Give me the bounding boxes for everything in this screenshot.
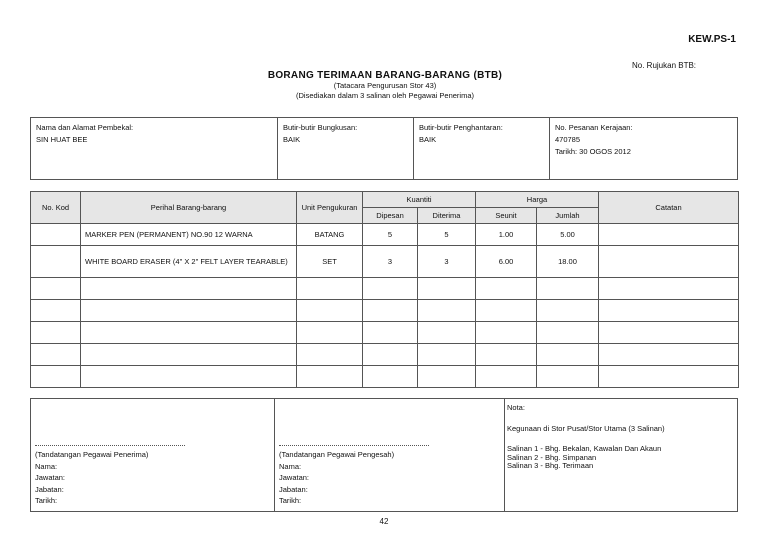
- header-dipesan: Dipesan: [363, 208, 418, 224]
- receiver-jabatan-label: Jabatan:: [35, 484, 64, 494]
- order-date: Tarikh: 30 OGOS 2012: [555, 147, 631, 156]
- verifier-signature-line: [279, 445, 429, 446]
- table-row: [31, 224, 739, 246]
- order-label: No. Pesanan Kerajaan:: [555, 123, 633, 132]
- verifier-signature-cell: [275, 399, 505, 511]
- rujukan-label: No. Rujukan BTB:: [632, 61, 697, 70]
- header-unit: Unit Pengukuran: [297, 192, 363, 224]
- cell-seunit: 1.00: [476, 224, 537, 246]
- cell-dipesan: 3: [363, 246, 418, 278]
- receiver-nama-label: Nama:: [35, 461, 58, 471]
- page-number: 42: [379, 517, 389, 526]
- header-harga: Harga: [476, 192, 599, 208]
- cell-jumlah: 18.00: [537, 246, 599, 278]
- header-seunit: Seunit: [476, 208, 537, 224]
- receiver-tarikh-label: Tarikh:: [35, 496, 58, 505]
- cell-catatan: [599, 224, 739, 246]
- cell-diterima: 3: [418, 246, 476, 278]
- packaging-value: BAIK: [283, 135, 301, 144]
- header-perihal: Perihal Barang-barang: [81, 192, 297, 224]
- table-row: [31, 278, 739, 300]
- delivery-label: Butir-butir Penghantaran:: [419, 123, 503, 132]
- nota-salinan-1: Salinan 1 - Bhg. Bekalan, Kawalan Dan Akaun: [507, 444, 662, 453]
- table-row: [31, 322, 739, 344]
- receiver-signature-title: (Tandatangan Pegawai Penerima): [35, 450, 149, 459]
- packaging-label: Butir-butir Bungkusan:: [283, 123, 358, 132]
- receiver-jawatan-label: Jawatan:: [35, 473, 66, 482]
- verifier-signature-title: (Tandatangan Pegawai Pengesah): [279, 450, 395, 459]
- nota-salinan-2: Salinan 2 - Bhg. Simpanan: [507, 452, 597, 462]
- delivery-cell: [414, 118, 550, 179]
- cell-seunit: 6.00: [476, 246, 537, 278]
- nota-salinan-3: Salinan 3 - Bhg. Terimaan: [507, 461, 594, 470]
- form-subtitle-2: (Disediakan dalam 3 salinan oleh Pegawai Penerima): [295, 91, 474, 100]
- header-kod: No. Kod: [31, 192, 81, 224]
- cell-perihal: MARKER PEN (PERMANENT) NO.90 12 WARNA: [81, 224, 297, 246]
- order-value: 470785: [555, 135, 581, 144]
- form-code: KEW.PS-1: [688, 34, 736, 45]
- receiver-signature-cell: [31, 399, 275, 511]
- table-row: [31, 300, 739, 322]
- signature-box: [30, 398, 738, 512]
- supplier-name-value: SIN HUAT BEE: [36, 135, 88, 144]
- items-table: [30, 191, 739, 388]
- header-diterima: Diterima: [418, 208, 476, 224]
- nota-cell: [505, 399, 737, 511]
- cell-jumlah: 5.00: [537, 224, 599, 246]
- packaging-cell: [278, 118, 414, 179]
- table-row: [31, 246, 739, 278]
- nota-kegunaan: Kegunaan di Stor Pusat/Stor Utama (3 Salinan): [507, 423, 665, 433]
- verifier-jabatan-label: Jabatan:: [279, 484, 308, 494]
- table-row: [31, 344, 739, 366]
- header-kuantiti: Kuantiti: [363, 192, 476, 208]
- delivery-value: BAIK: [419, 135, 437, 144]
- supplier-box: [30, 117, 738, 180]
- cell-kod: [31, 224, 81, 246]
- verifier-nama-label: Nama:: [279, 461, 302, 471]
- table-row: [31, 366, 739, 388]
- cell-unit: BATANG: [297, 224, 363, 246]
- cell-kod: [31, 246, 81, 278]
- supplier-name-label: Nama dan Alamat Pembekal:: [36, 123, 134, 132]
- cell-unit: SET: [297, 246, 363, 278]
- order-cell: [550, 118, 737, 179]
- supplier-name-cell: [31, 118, 278, 179]
- cell-diterima: 5: [418, 224, 476, 246]
- header-catatan: Catatan: [599, 192, 739, 224]
- form-title: BORANG TERIMAAN BARANG-BARANG (BTB): [267, 70, 503, 81]
- cell-catatan: [599, 246, 739, 278]
- cell-dipesan: 5: [363, 224, 418, 246]
- receiver-signature-line: [35, 445, 185, 446]
- verifier-jawatan-label: Jawatan:: [279, 473, 310, 482]
- cell-perihal: WHITE BOARD ERASER (4" X 2" FELT LAYER TEARABLE): [81, 246, 297, 278]
- header-jumlah: Jumlah: [537, 208, 599, 224]
- title-block: [200, 70, 570, 101]
- verifier-tarikh-label: Tarikh:: [279, 496, 302, 505]
- form-subtitle-1: (Tatacara Pengurusan Stor 43): [333, 81, 437, 90]
- nota-label: Nota:: [507, 403, 525, 412]
